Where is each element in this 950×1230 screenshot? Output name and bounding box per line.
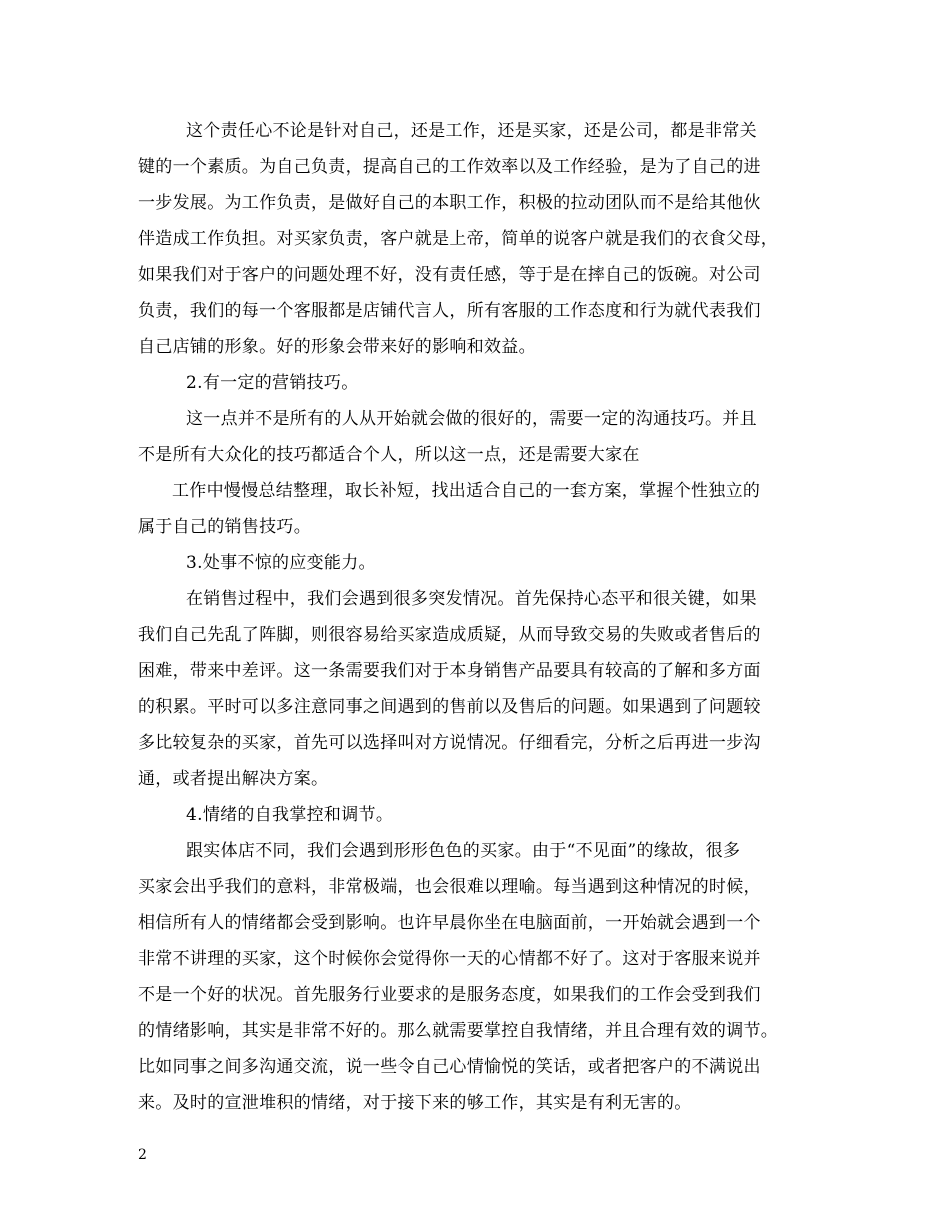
paragraph-line: 的积累。平时可以多注意同事之间遇到的售前以及售后的问题。如果遇到了问题较 [138,697,761,717]
paragraph-line: 多比较复杂的买家，首先可以选择叫对方说情况。仔细看完，分析之后再进一步沟 [138,733,761,753]
paragraph-line: 这个责任心不论是针对自己，还是工作，还是买家，还是公司，都是非常关 [186,121,757,141]
section-heading: 2.有一定的营销技巧。 [186,373,359,393]
paragraph-line: 非常不讲理的买家，这个时候你会觉得你一天的心情都不好了。这对于客服来说并 [138,949,761,969]
paragraph-line: 通，或者提出解决方案。 [138,769,329,789]
paragraph-line: 相信所有人的情绪都会受到影响。也许早晨你坐在电脑面前，一开始就会遇到一个 [138,913,761,933]
paragraph-line: 这一点并不是所有的人从开始就会做的很好的，需要一定的沟通技巧。并且 [186,409,757,429]
section-heading: 4.情绪的自我掌控和调节。 [186,805,394,825]
paragraph-line: 来。及时的宣泄堆积的情绪，对于接下来的够工作，其实是有利无害的。 [138,1093,692,1113]
page-number: 2 [138,1147,147,1163]
paragraph-line: 负责，我们的每一个客服都是店铺代言人，所有客服的工作态度和行为就代表我们 [138,301,761,321]
paragraph-line: 在销售过程中，我们会遇到很多突发情况。首先保持心态平和很关键，如果 [186,589,757,609]
paragraph-line: 不是所有大众化的技巧都适合个人，所以这一点，还是需要大家在 [138,445,640,465]
paragraph-line: 我们自己先乱了阵脚，则很容易给买家造成质疑，从而导致交易的失败或者售后的 [138,625,761,645]
section-heading: 3.处事不惊的应变能力。 [186,553,376,573]
paragraph-line: 伴造成工作负担。对买家负责，客户就是上帝，简单的说客户就是我们的衣食父母， [138,229,779,249]
paragraph-line: 如果我们对于客户的问题处理不好，没有责任感，等于是在摔自己的饭碗。对公司 [138,265,761,285]
paragraph-line: 买家会出乎我们的意料，非常极端，也会很难以理喻。每当遇到这种情况的时候， [138,877,761,897]
paragraph-line: 一步发展。为工作负责，是做好自己的本职工作，积极的拉动团队而不是给其他伙 [138,193,761,213]
paragraph-line: 属于自己的销售技巧。 [138,517,311,537]
paragraph-line: 困难，带来中差评。这一条需要我们对于本身销售产品要具有较高的了解和多方面 [138,661,761,681]
paragraph-line: 工作中慢慢总结整理，取长补短，找出适合自己的一套方案，掌握个性独立的 [172,481,761,501]
paragraph-line: 自己店铺的形象。好的形象会带来好的影响和效益。 [138,337,536,357]
paragraph-line: 比如同事之间多沟通交流，说一些令自己心情愉悦的笑话，或者把客户的不满说出 [138,1057,761,1077]
paragraph-line: 的情绪影响，其实是非常不好的。那么就需要掌控自我情绪，并且合理有效的调节。 [138,1021,779,1041]
paragraph-line: 键的一个素质。为自己负责，提高自己的工作效率以及工作经验，是为了自己的进 [138,157,761,177]
paragraph-line: 不是一个好的状况。首先服务行业要求的是服务态度，如果我们的工作会受到我们 [138,985,761,1005]
paragraph-line: 跟实体店不同，我们会遇到形形色色的买家。由于“不见面”的缘故，很多 [186,841,741,861]
